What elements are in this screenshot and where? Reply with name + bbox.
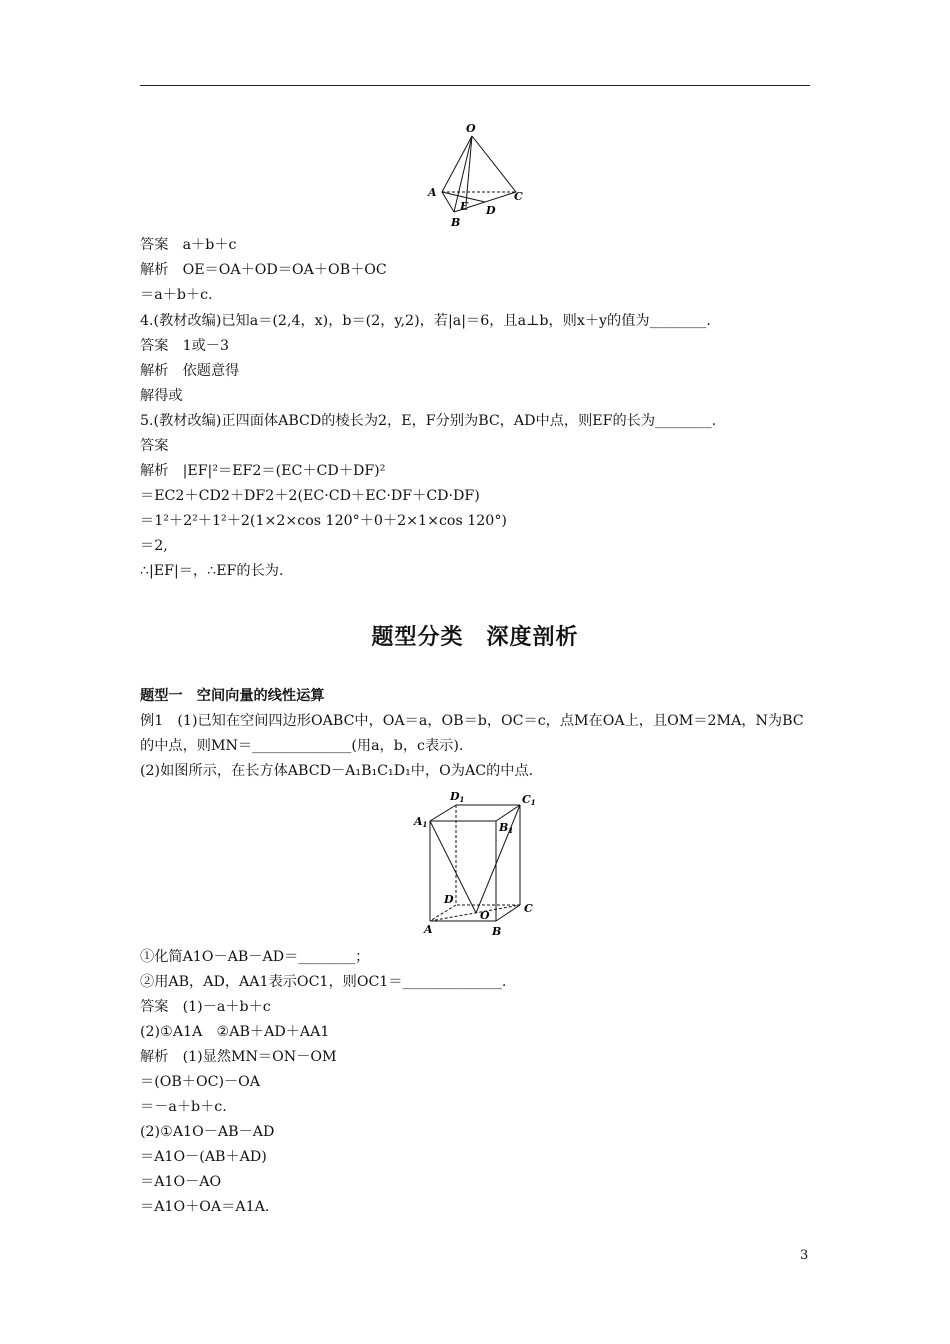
answer-line: 答案 a＋b＋c — [140, 237, 237, 253]
label-D1: D1 — [450, 790, 465, 804]
analysis-line: 解析 OE＝OA＋OD＝OA＋OB＋OC — [140, 262, 387, 278]
label-O: O — [466, 122, 476, 135]
example-line: 例1 (1)已知在空间四边形OABC中，OA＝a，OB＝b，OC＝c，点M在OA上，且OM＝2MA，N为BC — [140, 713, 804, 729]
label-B1: B1 — [499, 821, 514, 835]
subheading: 题型一 空间向量的线性运算 — [140, 688, 325, 704]
label-O: O — [480, 909, 490, 922]
label-D: D — [486, 204, 496, 217]
answer-line: 答案 — [140, 438, 169, 454]
analysis-line: 解析 依题意得 — [140, 363, 240, 379]
question-2: ②用AB，AD，AA1表示OC1，则OC1＝______________. — [140, 974, 507, 990]
analysis-line: 解析 |EF|²＝EF2＝(EC＋CD＋DF)² — [140, 463, 386, 479]
text-line: ＝－a＋b＋c. — [140, 1099, 227, 1115]
page-number: 3 — [800, 1248, 809, 1263]
example-line: (2)如图所示，在长方体ABCD－A₁B₁C₁D₁中，O为AC的中点. — [140, 763, 534, 779]
label-C: C — [514, 190, 523, 203]
text-line: ＝A1O－AO — [140, 1174, 222, 1190]
text-line: ＝A1O＋OA＝A1A. — [140, 1199, 270, 1215]
tetrahedron-figure — [420, 120, 530, 230]
section-heading: 题型分类 深度剖析 — [371, 625, 579, 650]
question-1: ①化简A1O－AB－AD＝________； — [140, 949, 370, 965]
answer-line: 答案 (1)－a＋b＋c — [140, 999, 271, 1015]
label-A1: A1 — [414, 815, 428, 829]
label-A: A — [428, 186, 437, 199]
label-E: E — [460, 200, 469, 213]
text-line: ＝A1O－(AB＋AD) — [140, 1149, 267, 1165]
label-D: D — [444, 893, 454, 906]
cuboid-figure — [410, 785, 545, 943]
label-B: B — [451, 216, 461, 229]
text-line: ＝2, — [140, 538, 168, 554]
label-C: C — [524, 902, 533, 915]
example-line: 的中点，则MN＝______________(用a，b，c表示). — [140, 738, 464, 754]
problem-4: 4.(教材改编)已知a＝(2,4，x)，b＝(2，y,2)，若|a|＝6，且a⊥b，则x＋y的值为________. — [140, 313, 711, 329]
text-line: 解得或 — [140, 388, 183, 404]
label-A: A — [424, 923, 433, 936]
text-line: (2)①A1A ②AB＋AD＋AA1 — [140, 1024, 330, 1040]
text-line: ∴|EF|＝，∴EF的长为. — [140, 563, 284, 579]
label-B: B — [492, 925, 502, 938]
analysis-line: 解析 (1)显然MN＝ON－OM — [140, 1049, 337, 1065]
answer-line: 答案 1或－3 — [140, 338, 229, 354]
text-line: ＝EC2＋CD2＋DF2＋2(EC·CD＋EC·DF＋CD·DF) — [140, 488, 480, 504]
text-line: ＝(OB＋OC)－OA — [140, 1074, 261, 1090]
label-C1: C1 — [522, 793, 536, 807]
text-line: ＝a＋b＋c. — [140, 287, 213, 303]
text-line: (2)①A1O－AB－AD — [140, 1124, 275, 1140]
text-line: ＝1²＋2²＋1²＋2(1×2×cos 120°＋0＋2×1×cos 120°) — [140, 513, 507, 529]
problem-5: 5.(教材改编)正四面体ABCD的棱长为2，E，F分别为BC，AD中点，则EF的长为________. — [140, 413, 717, 429]
header-rule — [140, 85, 810, 86]
